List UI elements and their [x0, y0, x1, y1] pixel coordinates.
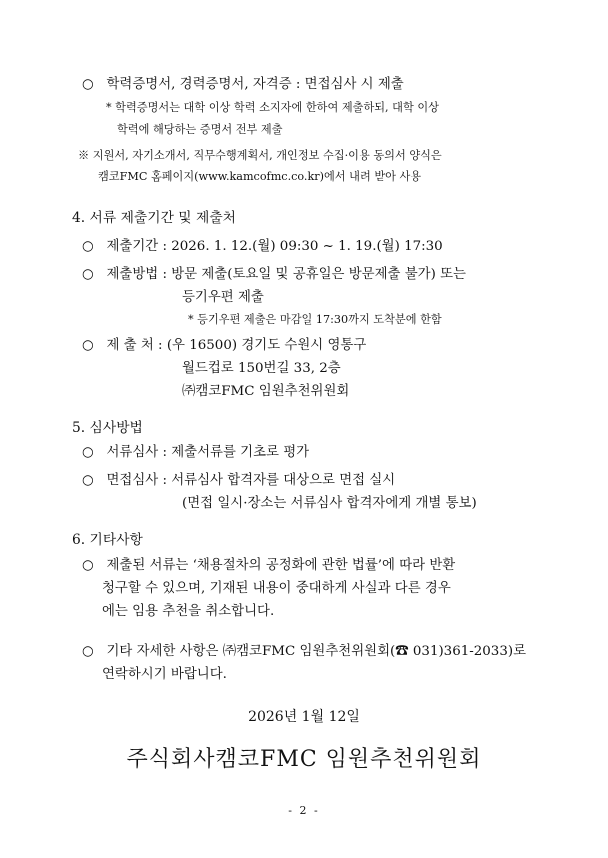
- section4-title: 4. 서류 제출기간 및 제출처: [72, 210, 236, 226]
- return-notice-line2: 청구할 수 있으며, 기재된 내용이 중대하게 사실과 다른 경우: [102, 581, 451, 596]
- doc-review-label: 서류심사 :: [106, 445, 167, 460]
- document-date: 2026년 1월 12일: [248, 709, 360, 725]
- method-item: [82, 266, 466, 284]
- forms-note-line1: ※ 지원서, 자기소개서, 직무수행계획서, 개인정보 수집·이용 동의서 양식은: [78, 149, 442, 162]
- place-line3: ㈜캠코FMC 임원추천위원회: [182, 384, 350, 399]
- interview-line2: (면접 일시·장소는 서류심사 합격자에게 개별 통보): [182, 496, 477, 511]
- reference-mark-icon: ※: [78, 149, 90, 162]
- certificates-item: [82, 76, 404, 94]
- bullet-icon: ○: [82, 644, 94, 659]
- place-label: 제 출 처 :: [106, 338, 163, 353]
- bullet-icon: ○: [82, 239, 94, 254]
- certificates-text: 학력증명서, 경력증명서, 자격증 : 면접심사 시 제출: [106, 77, 404, 92]
- contact-item: [82, 643, 526, 661]
- place-line2: 월드컵로 150번길 33, 2층: [182, 361, 341, 376]
- return-notice-line3: 에는 임용 추천을 취소합니다.: [102, 604, 275, 619]
- forms-note-line2: 캠코FMC 홈페이지(www.kamcofmc.co.kr)에서 내려 받아 사용: [98, 170, 422, 183]
- return-notice-item: [82, 557, 455, 575]
- certificate-note-line2: 학력에 해당하는 증명서 전부 제출: [117, 123, 283, 136]
- bullet-icon: ○: [82, 445, 94, 460]
- section5-title: 5. 심사방법: [72, 420, 143, 436]
- bullet-icon: ○: [82, 77, 94, 92]
- doc-review-item: [82, 444, 309, 462]
- place-item: [82, 337, 366, 355]
- section6-title: 6. 기타사항: [72, 532, 143, 548]
- organization-name: 주식회사캠코FMC 임원추천위원회: [126, 747, 482, 772]
- period-item: [82, 238, 443, 256]
- interview-item: [82, 472, 395, 490]
- period-label: 제출기간 :: [106, 239, 167, 254]
- doc-review-value: 제출서류를 기초로 평가: [171, 445, 310, 460]
- bullet-icon: ○: [82, 473, 94, 488]
- method-line1: 방문 제출(토요일 및 공휴일은 방문제출 불가) 또는: [171, 267, 466, 282]
- return-notice-line1: 제출된 서류는 ‘채용절차의 공정화에 관한 법률’에 따라 반환: [106, 558, 456, 573]
- page-number: - 2 -: [288, 804, 320, 817]
- method-note: * 등기우편 제출은 마감일 17:30까지 도착분에 한함: [188, 313, 442, 326]
- interview-label: 면접심사 :: [106, 473, 167, 488]
- interview-line1: 서류심사 합격자를 대상으로 면접 실시: [171, 473, 396, 488]
- method-label: 제출방법 :: [106, 267, 167, 282]
- bullet-icon: ○: [82, 558, 94, 573]
- bullet-icon: ○: [82, 267, 94, 282]
- period-value: 2026. 1. 12.(월) 09:30 ~ 1. 19.(월) 17:30: [171, 239, 443, 254]
- method-line2: 등기우편 제출: [182, 290, 264, 305]
- contact-line2: 연락하시기 바랍니다.: [102, 667, 227, 682]
- certificate-note-line1: * 학력증명서는 대학 이상 학력 소지자에 한하여 제출하되, 대학 이상: [106, 101, 439, 114]
- contact-line1: 기타 자세한 사항은 ㈜캠코FMC 임원추천위원회(☎ 031)361-2033)로: [106, 644, 527, 659]
- place-line1: (우 16500) 경기도 수원시 영통구: [166, 338, 367, 353]
- bullet-icon: ○: [82, 338, 94, 353]
